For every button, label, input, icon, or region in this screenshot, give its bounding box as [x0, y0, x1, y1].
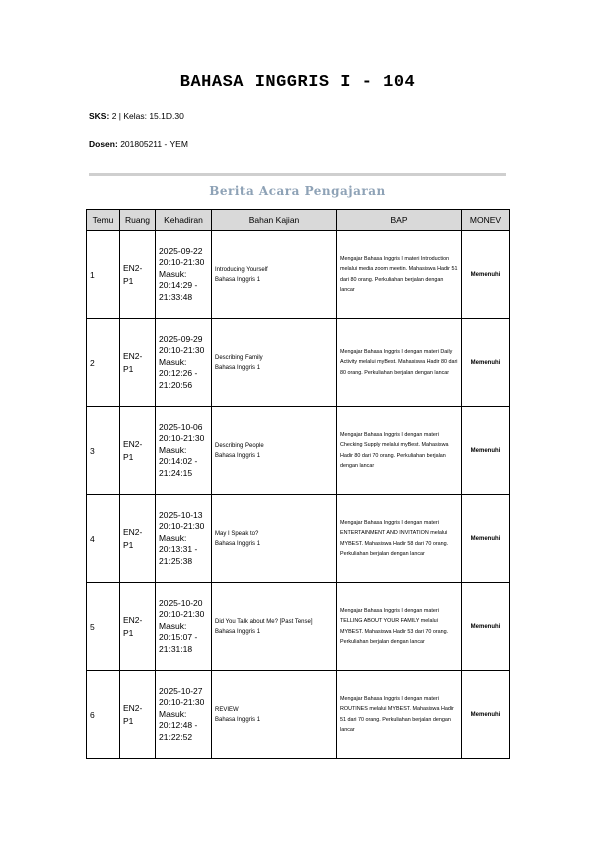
cell-monev: Memenuhi [462, 231, 510, 319]
cell-bahan-kajian [212, 319, 337, 407]
cell-ruang: EN2-P1 [120, 671, 156, 759]
cell-kehadiran: 2025-09-29 20:10-21:30 Masuk: 20:12:26 - 21:20:56 [156, 319, 212, 407]
cell-kehadiran: 2025-10-27 20:10-21:30 Masuk: 20:12:48 - 21:22:52 [156, 671, 212, 759]
bahan-subject: Bahasa Inggris 1 [215, 628, 261, 635]
table-header-row [87, 210, 510, 231]
sks-label: SKS: [89, 111, 110, 121]
cell-bahan-kajian [212, 583, 337, 671]
col-header-temu: Temu [87, 210, 120, 231]
col-header-bap: BAP [337, 210, 462, 231]
bahan-title: Did You Talk about Me? [Past Tense] [215, 618, 313, 625]
table-row [87, 495, 510, 583]
bahan-subject: Bahasa Inggris 1 [215, 276, 261, 283]
bahan-title: REVIEW [215, 706, 239, 713]
table-row [87, 583, 510, 671]
teaching-record-table [86, 209, 510, 759]
section-title: Berita Acara Pengajaran [209, 184, 386, 198]
dosen-value: 201805211 - YEM [120, 139, 188, 149]
bahan-subject: Bahasa Inggris 1 [215, 364, 261, 371]
table-row [87, 231, 510, 319]
table-row [87, 319, 510, 407]
cell-temu: 5 [87, 583, 120, 671]
cell-temu: 6 [87, 671, 120, 759]
cell-bap: Mengajar Bahasa Inggris I materi Introduction melalui media zoom meetin. Mahasiswa Hadir 51 dari 80 orang. Perkuliahan berjalan dengan lancar [337, 231, 462, 319]
course-info [89, 111, 184, 121]
cell-ruang: EN2-P1 [120, 407, 156, 495]
cell-monev: Memenuhi [462, 583, 510, 671]
col-header-kehadiran: Kehadiran [156, 210, 212, 231]
cell-kehadiran: 2025-10-06 20:10-21:30 Masuk: 20:14:02 - 21:24:15 [156, 407, 212, 495]
sks-value: 2 | Kelas: 15.1D.30 [111, 111, 184, 121]
cell-monev: Memenuhi [462, 407, 510, 495]
cell-bap: Mengajar Bahasa Inggris I dengan materi ENTERTAINMENT AND INVITATION melalui MYBEST. Mahasiswa Hadir 58 dari 70 orang. Perkuliahan berjalan dengan lancar [337, 495, 462, 583]
col-header-monev: MONEV [462, 210, 510, 231]
cell-bahan-kajian [212, 231, 337, 319]
cell-ruang: EN2-P1 [120, 231, 156, 319]
cell-kehadiran: 2025-09-22 20:10-21:30 Masuk: 20:14:29 - 21:33:48 [156, 231, 212, 319]
cell-monev: Memenuhi [462, 671, 510, 759]
cell-temu: 3 [87, 407, 120, 495]
cell-temu: 4 [87, 495, 120, 583]
cell-temu: 1 [87, 231, 120, 319]
dosen-label: Dosen: [89, 139, 118, 149]
bahan-title: Describing Family [215, 354, 263, 361]
cell-bap: Mengajar Bahasa Inggris I dengan materi Daily Activity melalui myBest. Mahasiswa Hadir 80 dari 80 orang. Perkuliahan berjalan dengan lancar [337, 319, 462, 407]
bahan-subject: Bahasa Inggris 1 [215, 540, 261, 547]
page-title: BAHASA INGGRIS I - 104 [179, 73, 416, 92]
cell-bap: Mengajar Bahasa Inggris I dengan materi ROUTINES melalui MYBEST. Mahasiswa Hadir 51 dari 70 orang. Perkuliahan berjalan dengan lancar [337, 671, 462, 759]
cell-bahan-kajian [212, 407, 337, 495]
cell-ruang: EN2-P1 [120, 319, 156, 407]
cell-monev: Memenuhi [462, 495, 510, 583]
bahan-title: Introducing Yourself [215, 266, 268, 273]
cell-bap: Mengajar Bahasa Inggris I dengan materi Checking Supply melalui myBest. Mahasiswa Hadir 80 dari 70 orang. Perkuliahan berjalan dengan lancar [337, 407, 462, 495]
bahan-title: May I Speak to? [215, 530, 259, 537]
cell-bahan-kajian [212, 671, 337, 759]
cell-kehadiran: 2025-10-20 20:10-21:30 Masuk: 20:15:07 - 21:31:18 [156, 583, 212, 671]
lecturer-info [89, 139, 188, 149]
divider [89, 173, 506, 176]
cell-temu: 2 [87, 319, 120, 407]
cell-bahan-kajian [212, 495, 337, 583]
table-row [87, 407, 510, 495]
cell-ruang: EN2-P1 [120, 495, 156, 583]
cell-bap: Mengajar Bahasa Inggris I dengan materi TELLING ABOUT YOUR FAMILY melalui MYBEST. Mahasiswa Hadir 53 dari 70 orang. Perkuliahan berjalan dengan lancar [337, 583, 462, 671]
cell-kehadiran: 2025-10-13 20:10-21:30 Masuk: 20:13:31 - 21:25:38 [156, 495, 212, 583]
col-header-bahan-kajian: Bahan Kajian [212, 210, 337, 231]
bahan-subject: Bahasa Inggris 1 [215, 716, 261, 723]
col-header-ruang: Ruang [120, 210, 156, 231]
bahan-title: Describing People [215, 442, 264, 449]
bahan-subject: Bahasa Inggris 1 [215, 452, 261, 459]
table-row [87, 671, 510, 759]
cell-ruang: EN2-P1 [120, 583, 156, 671]
cell-monev: Memenuhi [462, 319, 510, 407]
